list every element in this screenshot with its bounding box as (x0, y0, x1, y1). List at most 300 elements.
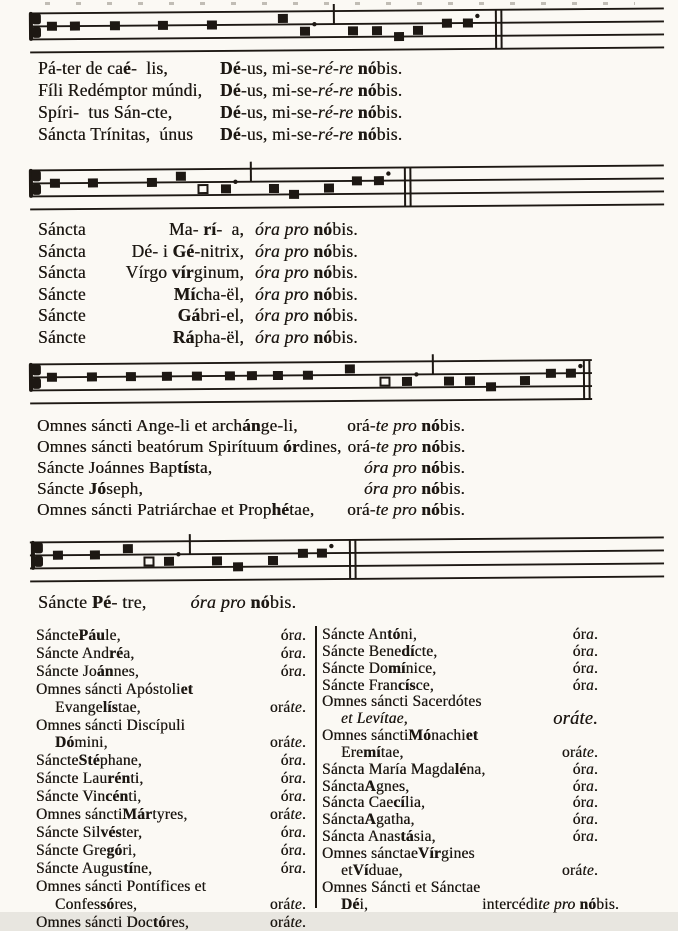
punctum-note (221, 184, 231, 193)
response (558, 863, 598, 880)
text-segment: Omnes sáncti Apóstoli (36, 681, 181, 699)
text-segment: cís (398, 678, 416, 695)
text-segment: Sáncte Jo (36, 663, 97, 681)
litany-verse-line (37, 478, 465, 499)
text-segment: dines, (300, 437, 342, 456)
chant-staff-3 (0, 343, 678, 422)
text-segment: óra pro (255, 284, 309, 304)
response (277, 842, 306, 860)
text-segment: óra pro (255, 241, 309, 261)
text-segment: án (97, 663, 114, 681)
text-segment: bri-el, (200, 305, 244, 325)
text-segment: só (100, 896, 114, 914)
text-segment: orá (270, 734, 290, 751)
punctum-note (324, 184, 334, 193)
mora-dot (176, 552, 180, 556)
text-segment: orá (270, 806, 290, 823)
invocation (38, 79, 220, 101)
text-segment: A (365, 779, 376, 796)
text-segment: Vír (418, 846, 441, 863)
litany-item (322, 644, 598, 661)
litany-item (322, 829, 598, 846)
text-segment: óra pro (364, 458, 421, 477)
invocations-angeli (37, 415, 465, 520)
text-segment: . (594, 660, 598, 677)
text-segment: nice, (406, 661, 437, 678)
litany-verse-line (38, 123, 402, 145)
litany-line (36, 806, 306, 824)
invocation-name (108, 241, 244, 263)
text-segment: nó (313, 327, 332, 347)
text-segment: orá (270, 699, 290, 716)
text-segment: Mí (174, 284, 196, 304)
text-segment: bis. (332, 327, 358, 347)
text-segment: Omnes sánctae (322, 846, 418, 863)
punctum-note (176, 172, 186, 181)
punctum-note (50, 179, 60, 188)
text-segment: Sáncta Anas (322, 829, 400, 846)
saints-list-right-column (322, 627, 598, 913)
punctum-note (268, 556, 278, 565)
invocation-petre (38, 592, 296, 613)
punctum-note (88, 178, 98, 187)
text-segment: Omnes sáncti (322, 728, 408, 745)
text-segment: seph, (106, 479, 143, 498)
text-segment: Dé (220, 102, 241, 122)
invocation (37, 457, 212, 478)
litany-verse-line (38, 101, 402, 123)
litany-item (36, 860, 306, 878)
text-segment: bis. (377, 102, 403, 122)
text-segment: -te pro (370, 437, 422, 456)
text-segment: a (586, 643, 594, 660)
do-clef (32, 364, 41, 375)
text-segment: . (594, 811, 598, 828)
response (277, 627, 306, 645)
punctum-note (233, 562, 243, 571)
response (341, 499, 465, 520)
punctum-note (289, 190, 299, 199)
text-segment: phane, (100, 752, 142, 770)
mora-dot (312, 22, 316, 26)
response (266, 914, 306, 931)
punctum-note (348, 26, 358, 35)
text-segment: ne, (133, 860, 152, 878)
text-segment: Dé- i (131, 241, 172, 261)
text-segment: gnes, (376, 779, 409, 796)
text-segment: oráte. (553, 709, 598, 729)
do-clef (32, 27, 41, 38)
text-segment: bis. (377, 58, 403, 78)
hollow-punctum-note (380, 378, 389, 386)
staff-line (30, 386, 592, 390)
punctum-note (247, 371, 257, 380)
litany-item (36, 663, 306, 681)
text-segment: a (586, 660, 594, 677)
text-segment: Sáncte Lau (36, 770, 107, 788)
text-segment: . (302, 734, 306, 751)
text-segment: nó (358, 80, 377, 100)
litany-line (36, 842, 306, 860)
invocation-name (108, 305, 244, 327)
punctum-note (126, 372, 136, 381)
litany-item (36, 752, 306, 770)
litany-item (322, 661, 598, 678)
text-segment: Sáncte Fran (322, 678, 398, 695)
text-segment: Sáncte Vin (36, 788, 105, 806)
text-segment: cha-ël, (195, 284, 244, 304)
text-segment: a (586, 811, 594, 828)
text-segment: nó (422, 437, 441, 456)
text-segment: nachi (431, 728, 466, 745)
text-segment: nó (313, 284, 332, 304)
text-segment: ginum, (194, 262, 244, 282)
litany-line (322, 897, 598, 914)
text-segment: ór (283, 437, 300, 456)
text-segment: rí (203, 219, 216, 239)
response (478, 897, 619, 914)
response (358, 457, 465, 478)
litany-line (36, 788, 306, 806)
text-segment: Sáncte (38, 592, 92, 612)
invocation (37, 478, 143, 499)
punctum-note (372, 26, 382, 35)
text-segment: ré (109, 645, 123, 663)
text-segment: et (181, 681, 193, 699)
text-segment: te (290, 734, 302, 751)
litany-item (36, 878, 306, 914)
litany-line (36, 681, 306, 699)
saints-list-left-column (36, 627, 306, 931)
text-segment: ór (573, 794, 586, 811)
text-segment: a (586, 626, 594, 643)
punctum-note (110, 21, 120, 30)
text-segment: tí (123, 860, 133, 878)
text-segment: ór (281, 645, 294, 662)
litany-verse-line (38, 305, 358, 327)
punctum-note (158, 21, 168, 30)
do-clef (29, 169, 33, 198)
text-segment: -us, mi-se- (241, 80, 318, 100)
text-segment: óra pro (255, 262, 309, 282)
text-segment: nó (250, 592, 269, 612)
text-segment: tae, (118, 699, 141, 717)
response (549, 711, 598, 728)
text-segment: Sáncte (37, 479, 89, 498)
text-segment: óra pro (255, 219, 309, 239)
litany-item (36, 645, 306, 663)
response (569, 762, 598, 779)
text-segment: bis. (270, 592, 296, 612)
text-segment: Confes (55, 896, 100, 914)
text-segment: res, (166, 914, 189, 931)
text-segment: orá (347, 437, 370, 456)
text-segment: te (290, 806, 302, 823)
text-segment: Rá (173, 327, 195, 347)
litany-item (322, 678, 598, 695)
text-segment: Sáncte Augus (36, 860, 123, 878)
text-segment: a (294, 663, 302, 680)
litany-line (36, 914, 306, 931)
text-segment: a (294, 860, 302, 877)
text-segment: nó (421, 479, 440, 498)
response (558, 745, 598, 762)
text-segment: Omnes sáncti beatórum Spirítuum (37, 437, 283, 456)
response (277, 663, 306, 681)
litany-verse-line (38, 262, 358, 284)
text-segment: ór (573, 828, 586, 845)
text-segment: ni, (400, 627, 417, 644)
response (220, 124, 402, 144)
text-segment: Mó (408, 728, 431, 745)
text-segment: Omnes sáncti (36, 806, 122, 824)
text-segment: ór (573, 811, 586, 828)
invocations-maria (38, 219, 358, 348)
text-segment: . (302, 645, 306, 662)
text-segment: et (466, 728, 478, 745)
text-segment: ri, (122, 842, 136, 860)
text-segment: óra pro (255, 305, 309, 325)
text-segment: ór (281, 824, 294, 841)
text-segment: Fíli Redémptor múndi, (38, 80, 202, 100)
text-segment: nó (421, 458, 440, 477)
response (220, 58, 402, 78)
response (266, 896, 306, 914)
punctum-note (123, 544, 133, 553)
invocation: Sáncte (38, 305, 108, 327)
text-segment: orá (347, 416, 370, 435)
text-segment: . (594, 761, 598, 778)
litany-verse-line (38, 241, 358, 263)
litany-item (322, 728, 598, 762)
text-segment: bis. (440, 479, 465, 498)
text-segment: Evange (55, 699, 103, 717)
text-segment: ti, (130, 770, 143, 788)
text-segment: ór (573, 677, 586, 694)
text-segment: a, (123, 645, 134, 663)
litany-item (322, 762, 598, 779)
text-segment: -te pro (370, 500, 422, 519)
mora-dot (233, 180, 237, 184)
punctum-note (90, 550, 100, 559)
response (255, 262, 358, 282)
response (255, 284, 358, 304)
text-segment: ré-re (318, 124, 353, 144)
text-segment: Omnes sáncti Sacerdótes (322, 694, 482, 711)
text-segment: Sáncte Gre (36, 842, 106, 860)
hollow-punctum-note (198, 185, 207, 193)
response (277, 752, 306, 770)
invocation (37, 415, 298, 436)
litany-item (36, 842, 306, 860)
litany-line (36, 734, 306, 752)
litany-verse-line (37, 499, 465, 520)
response (277, 824, 306, 842)
text-segment: é (123, 58, 131, 78)
response (277, 860, 306, 878)
response (266, 734, 306, 752)
punctum-note (70, 22, 80, 31)
response (569, 812, 598, 829)
text-segment: Dé (341, 897, 359, 914)
text-segment: -us, mi-se- (241, 58, 318, 78)
do-clef (34, 556, 43, 567)
punctum-note (269, 184, 279, 193)
response (277, 788, 306, 806)
staff-line (30, 34, 664, 39)
text-segment: res, (114, 896, 137, 914)
text-segment: án (242, 416, 261, 435)
text-segment: Gá (178, 305, 201, 325)
text-segment: bis. (332, 262, 358, 282)
punctum-note (374, 176, 384, 185)
staff-line (30, 537, 664, 542)
text-segment: Dé (220, 58, 241, 78)
litany-item (36, 627, 306, 645)
punctum-note (273, 371, 283, 380)
text-segment: nó (358, 58, 377, 78)
text-segment: . (302, 752, 306, 769)
text-segment: ce, (416, 678, 434, 695)
text-segment: a (294, 627, 302, 644)
staff-line (30, 399, 592, 403)
text-segment: -us, mi-se- (241, 102, 318, 122)
litany-line (322, 678, 598, 695)
litany-item (36, 770, 306, 788)
text-segment: Dé (220, 80, 241, 100)
litany-verse-line (37, 457, 465, 478)
invocation (37, 436, 341, 457)
text-segment: lís (103, 699, 118, 717)
text-segment: hé (272, 500, 290, 519)
staff-line (30, 550, 664, 555)
litany-line (36, 645, 306, 663)
text-segment: Sáncte Joánnes Bap (37, 458, 177, 477)
mora-dot (386, 171, 390, 175)
litany-line (36, 860, 306, 878)
invocation: Sáncte (38, 327, 108, 349)
punctum-note (303, 371, 313, 380)
text-segment: orá (270, 914, 290, 931)
text-segment: a (294, 752, 302, 769)
litany-line (36, 824, 306, 842)
punctum-note (413, 26, 423, 35)
litany-verse-line (38, 284, 358, 306)
text-segment: - lis, (131, 58, 168, 78)
text-segment: . (594, 643, 598, 660)
text-segment: a (294, 824, 302, 841)
response (569, 795, 598, 812)
text-segment: Sáncta María Magda (322, 762, 455, 779)
text-segment: tae, (381, 745, 404, 762)
response (255, 327, 358, 347)
mora-dot (414, 372, 418, 376)
text-segment: bis. (332, 305, 358, 325)
text-segment: . (594, 828, 598, 845)
punctum-note (486, 382, 496, 391)
text-segment: a (294, 788, 302, 805)
text-segment: ór (281, 770, 294, 787)
litany-line (322, 661, 598, 678)
punctum-note (298, 549, 308, 558)
text-segment: Vírgo (126, 262, 172, 282)
text-segment: Omnes sáncti Pontífices et (36, 878, 206, 896)
punctum-note (212, 556, 222, 565)
text-segment: Ma- (169, 219, 203, 239)
punctum-note (442, 19, 452, 28)
punctum-note (546, 369, 556, 378)
staff-line (30, 360, 592, 364)
punctum-note (394, 32, 404, 41)
text-segment: . (594, 677, 598, 694)
text-segment: . (302, 699, 306, 716)
text-segment: cte, (415, 644, 438, 661)
litany-verse-line (37, 436, 465, 457)
text-segment: nó (358, 124, 377, 144)
litany-line (322, 846, 598, 863)
punctum-note (192, 372, 202, 381)
text-segment: bis. (332, 284, 358, 304)
chant-staff-4 (0, 521, 678, 600)
text-segment: a (586, 828, 594, 845)
staff-line (30, 204, 664, 209)
text-segment: nó (421, 416, 440, 435)
litany-line (322, 644, 598, 661)
text-segment: gines (441, 846, 475, 863)
text-segment: . (302, 627, 306, 644)
text-segment: Jó (89, 479, 107, 498)
punctum-note (317, 549, 327, 558)
litany-line (322, 880, 598, 897)
response (569, 644, 598, 661)
text-segment: bis. (377, 124, 403, 144)
text-segment: gatha, (376, 812, 415, 829)
text-segment: bis. (377, 80, 403, 100)
text-segment: Sáncta Cae (322, 795, 393, 812)
litany-item (322, 779, 598, 796)
staff-line (30, 47, 664, 52)
text-segment: a (294, 842, 302, 859)
text-segment: tís (177, 458, 195, 477)
text-segment: . (302, 914, 306, 931)
text-segment: bis. (440, 437, 465, 456)
punctum-note (444, 377, 454, 386)
punctum-note (463, 18, 473, 27)
text-segment: óra pro (190, 592, 250, 612)
text-segment: te (290, 699, 302, 716)
text-segment: -nitrix, (194, 241, 244, 261)
staff-line (30, 191, 664, 196)
litany-item (322, 694, 598, 728)
text-segment: et Levítae, (341, 711, 408, 728)
punctum-note (53, 551, 63, 560)
text-segment: . (594, 778, 598, 795)
response (190, 592, 296, 612)
response (220, 102, 402, 122)
text-segment: Dó (55, 734, 74, 752)
text-segment: a (586, 761, 594, 778)
text-segment: - a, (216, 219, 244, 239)
text-segment: Sáncte Sil (36, 824, 100, 842)
staff-line (30, 563, 664, 568)
litany-item (36, 717, 306, 753)
text-segment: nó (579, 896, 596, 913)
text-segment: tae, (289, 500, 314, 519)
text-segment: bis. (440, 500, 465, 519)
text-segment: Sáncta (322, 812, 365, 829)
text-segment: nó (421, 500, 440, 519)
text-segment: ti, (128, 788, 141, 806)
